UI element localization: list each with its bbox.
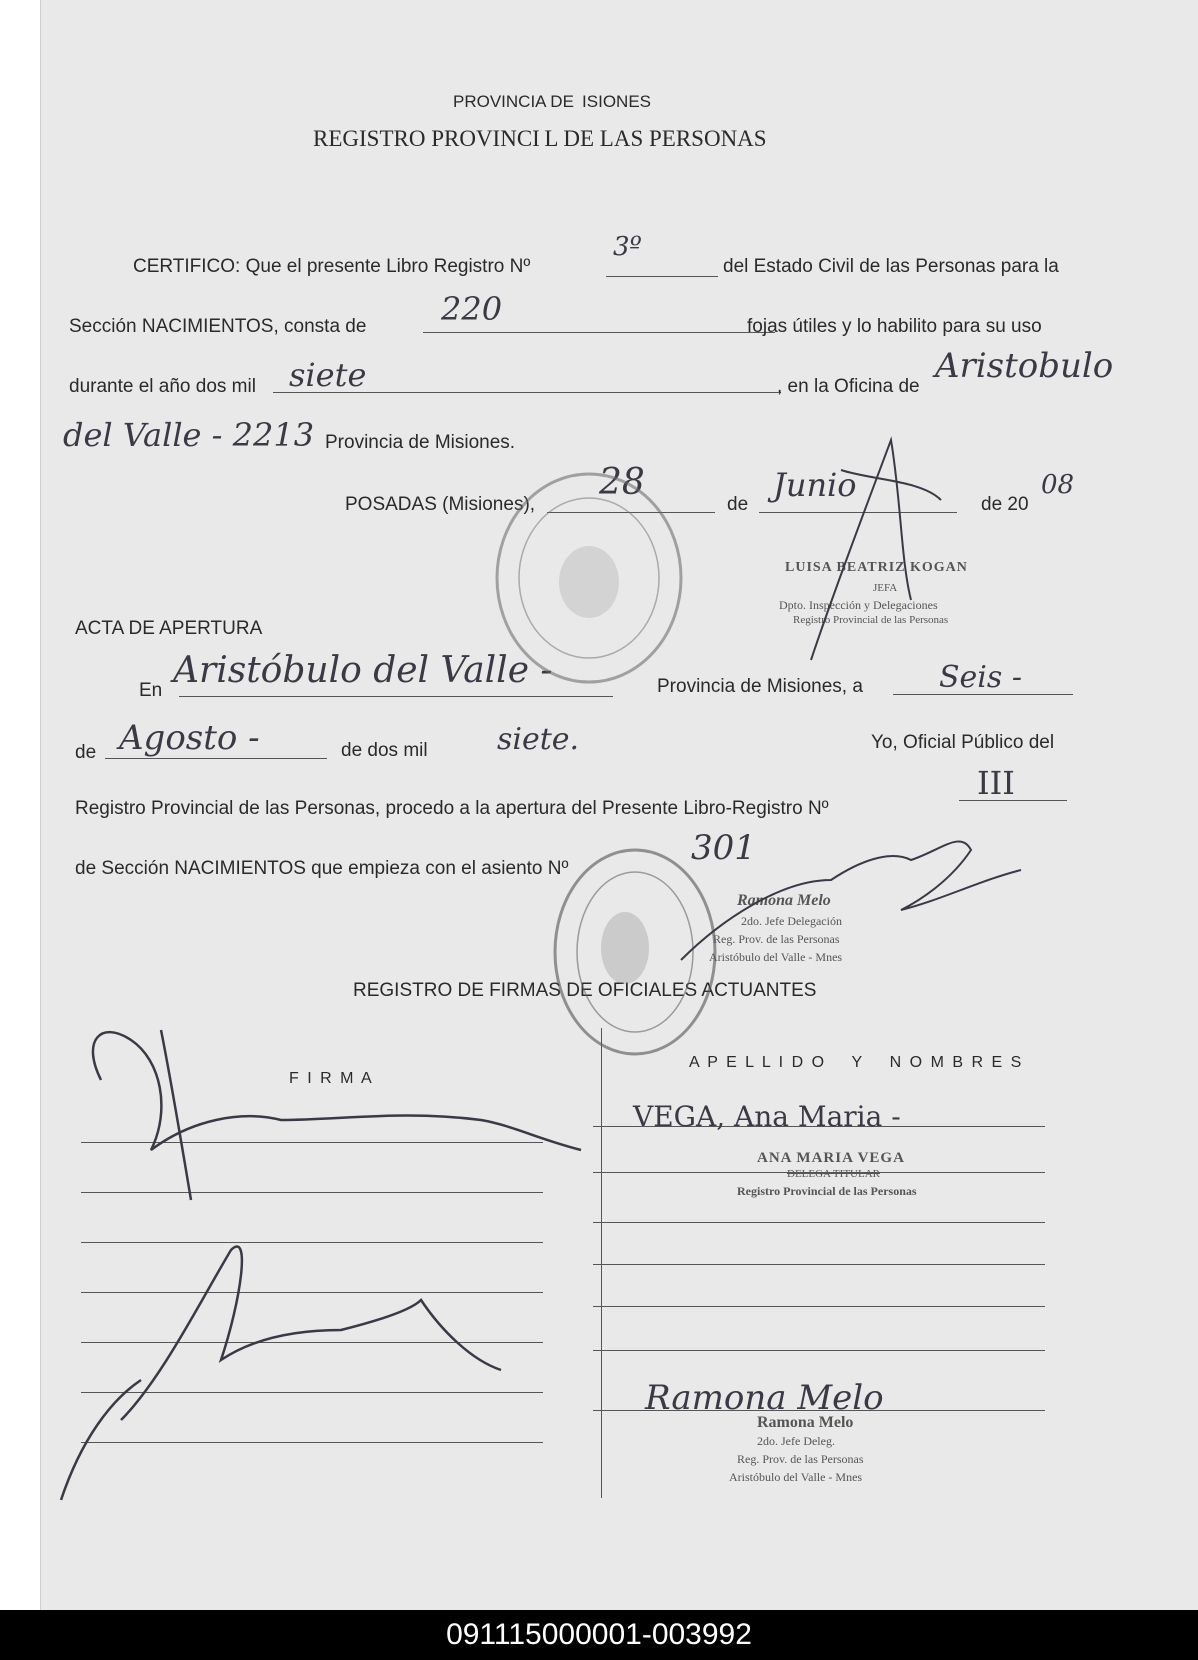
- opening-line3: Registro Provincial de las Personas, procedo a la apertura del Presente Libro-Registro Nº: [75, 798, 829, 819]
- registry-heading: REGISTRO PROVINCI L DE LAS PERSONAS: [313, 126, 767, 151]
- round-seal-top: [497, 474, 681, 682]
- month-handwritten-2: Agosto -: [119, 718, 260, 758]
- year-word-handwritten: siete.: [497, 722, 580, 757]
- entry2-handwritten: Ramona Melo: [645, 1378, 884, 1418]
- book-number-handwritten: 3º: [613, 232, 642, 262]
- entry2-stamp-title: 2do. Jefe Deleg.: [757, 1434, 835, 1448]
- stamp-name: LUISA BEATRIZ KOGAN: [785, 560, 968, 575]
- officer-stamp-city: Aristóbulo del Valle - Mnes: [709, 950, 843, 964]
- opening-line4: de Sección NACIMIENTOS que empieza con el asiento Nº: [75, 858, 569, 879]
- signature-officer: [681, 841, 1021, 960]
- cert-line2-post: fojas útiles y lo habilito para su uso: [747, 316, 1042, 337]
- signature-left-1: [93, 1030, 581, 1200]
- office-handwritten-2: del Valle - 2213: [63, 416, 315, 454]
- province-heading: PROVINCIA DE ISIONES: [453, 92, 652, 111]
- cert-line3-mid: , en la Oficina de: [777, 376, 920, 397]
- entry1-stamp-office: Registro Provincial de las Personas: [737, 1184, 917, 1198]
- entry-number-handwritten: 301: [691, 828, 756, 868]
- document-sheet: [40, 0, 1198, 1610]
- opening-en: En: [139, 680, 163, 701]
- entry2-stamp-city: Aristóbulo del Valle - Mnes: [729, 1470, 863, 1484]
- entry1-stamp-title: DELEGA TITULAR: [787, 1168, 880, 1180]
- col-apellido: A P E L L I D O Y N O M B R E S: [689, 1054, 1024, 1071]
- signatures-and-seals: [41, 0, 1198, 1610]
- de-1: de: [727, 494, 749, 515]
- de-20: de 20: [981, 494, 1029, 515]
- year-suffix-handwritten: 08: [1041, 470, 1075, 500]
- officer-stamp-title: 2do. Jefe Delegación: [741, 914, 842, 928]
- officer-stamp-name: Ramona Melo: [737, 892, 831, 909]
- cert-line2-pre: Sección NACIMIENTOS, consta de: [69, 316, 367, 337]
- round-seal-bottom: [555, 850, 715, 1054]
- col-firma: F I R M A: [289, 1070, 374, 1087]
- footer-code: 091115000001-003992: [0, 1610, 1198, 1660]
- entry1-stamp-name: ANA MARIA VEGA: [757, 1150, 905, 1166]
- cert-line1-pre: CERTIFICO: Que el presente Libro Registro Nº: [133, 256, 531, 277]
- day-handwritten: 28: [599, 462, 645, 503]
- entry2-stamp-office: Reg. Prov. de las Personas: [737, 1452, 864, 1466]
- cert-line1-post: del Estado Civil de las Personas para la: [723, 256, 1059, 277]
- pages-handwritten: 220: [441, 290, 503, 328]
- signature-left-2: [61, 1247, 501, 1500]
- opening-province: Provincia de Misiones, a: [657, 676, 863, 697]
- officer-stamp-office: Reg. Prov. de las Personas: [713, 932, 840, 946]
- entry2-stamp-name: Ramona Melo: [757, 1414, 854, 1431]
- signature-kogan: [811, 440, 941, 660]
- month-handwritten: Junio: [773, 466, 857, 504]
- signatures-title: REGISTRO DE FIRMAS DE OFICIALES ACTUANTES: [353, 980, 817, 1001]
- office-handwritten-1: Aristobulo: [935, 346, 1114, 386]
- day-word-handwritten: Seis -: [939, 660, 1022, 695]
- cert-line3-pre: durante el año dos mil: [69, 376, 256, 397]
- city-handwritten: Aristóbulo del Valle -: [173, 650, 553, 691]
- year-handwritten: siete: [289, 356, 367, 394]
- stamp-dept: Dpto. Inspección y Delegaciones: [779, 598, 938, 612]
- book-roman-handwritten: III: [977, 764, 1015, 802]
- opening-de: de: [75, 742, 97, 763]
- opening-heading: ACTA DE APERTURA: [75, 618, 263, 639]
- opening-officer: Yo, Oficial Público del: [871, 732, 1055, 753]
- entry1-handwritten: VEGA, Ana Maria -: [633, 1100, 901, 1133]
- place: POSADAS (Misiones),: [345, 494, 536, 515]
- stamp-title: JEFA: [873, 582, 898, 594]
- stamp-office: Registro Provincial de las Personas: [793, 614, 949, 626]
- opening-de-dos-mil: de dos mil: [341, 740, 428, 761]
- cert-line4-post: Provincia de Misiones.: [325, 432, 516, 453]
